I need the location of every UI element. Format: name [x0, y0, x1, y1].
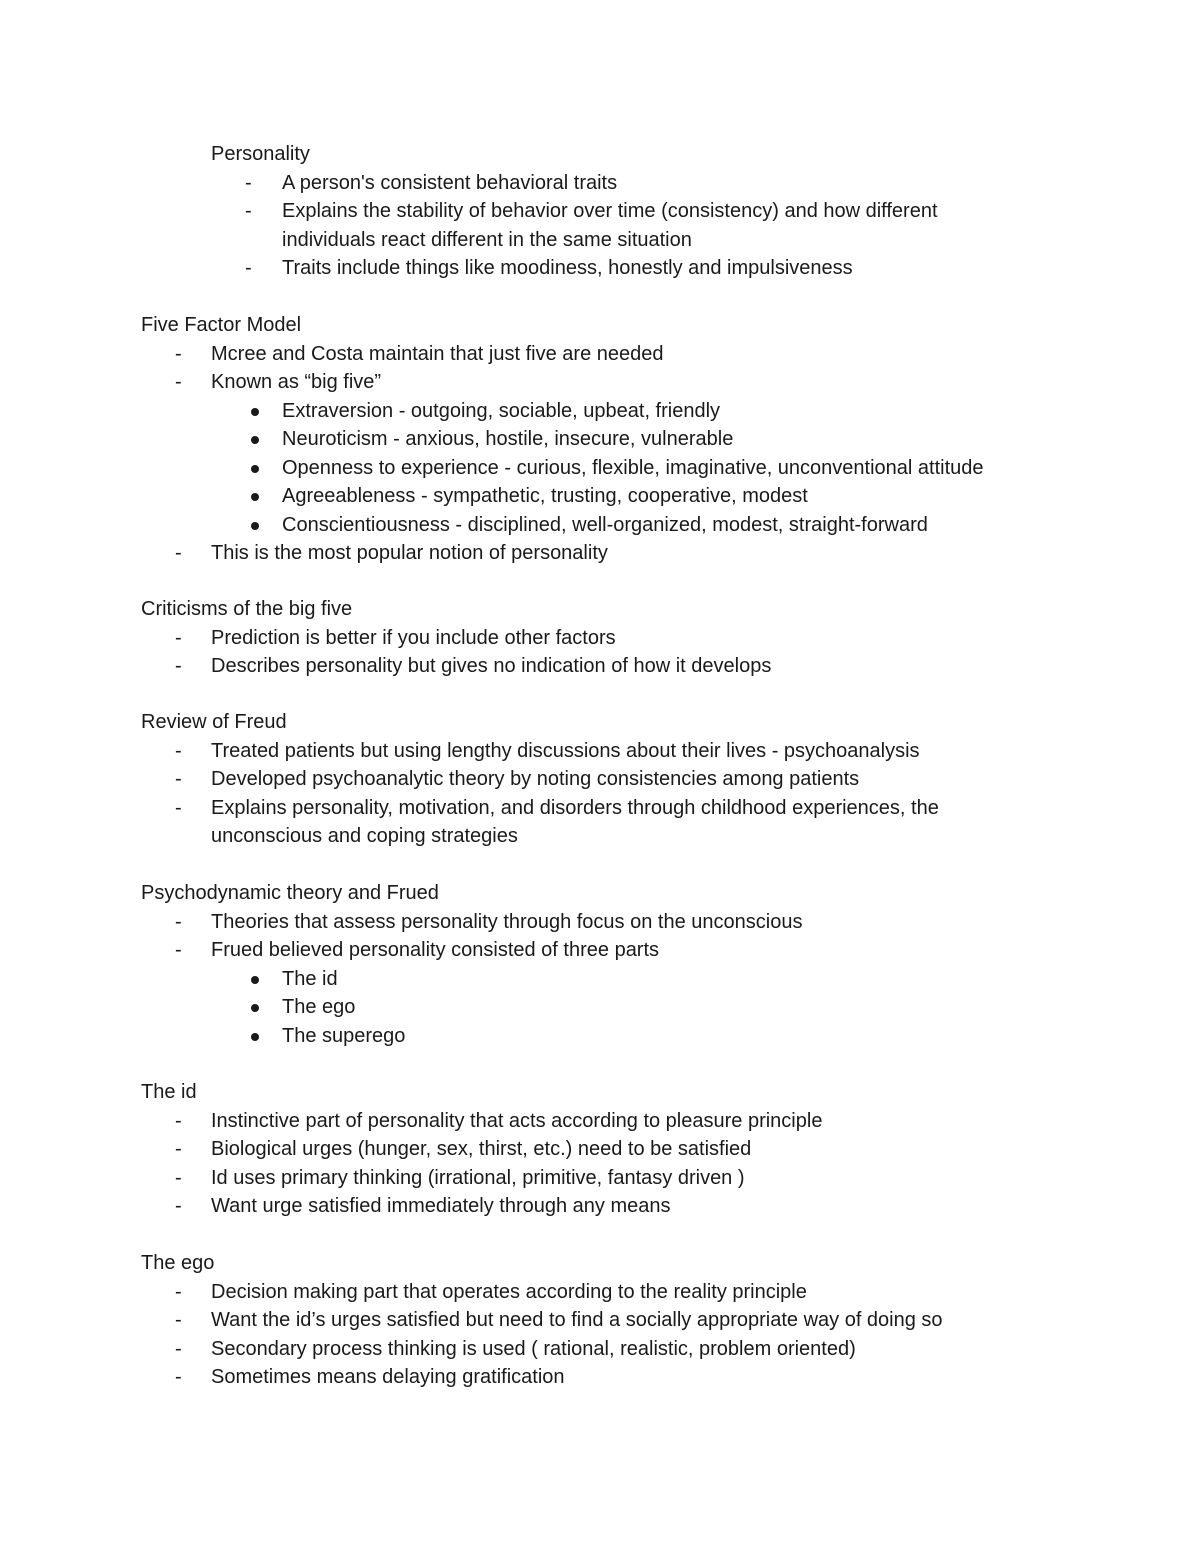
section-heading: The ego — [141, 1252, 215, 1274]
dash-marker: - — [175, 342, 182, 365]
dash-marker: - — [175, 1337, 182, 1360]
dash-marker: - — [245, 200, 252, 222]
bullet-dot — [251, 465, 259, 473]
bullet-item: Openness to experience - curious, flexible, imaginative, unconventional attitude — [282, 456, 984, 479]
dash-marker: - — [175, 1280, 182, 1303]
dash-marker: - — [175, 1309, 182, 1331]
dash-marker: - — [175, 796, 182, 819]
list-item: Frued believed personality consisted of three parts — [211, 939, 660, 961]
dash-marker: - — [175, 939, 182, 961]
list-item: Biological urges (hunger, sex, thirst, etc.) need to be satisfied — [211, 1138, 752, 1160]
list-item: Theories that assess personality through focus on the unconscious — [211, 910, 803, 933]
list-item: Secondary process thinking is used ( rational, realistic, problem oriented) — [211, 1337, 856, 1360]
list-item: unconscious and coping strategies — [211, 825, 518, 847]
bullet-item: Conscientiousness - disciplined, well-organized, modest, straight-forward — [282, 513, 928, 536]
list-item: Prediction is better if you include other factors — [211, 626, 616, 649]
list-item: Known as “big five” — [211, 371, 382, 393]
list-item: Want the id’s urges satisfied but need to find a socially appropriate way of doing so — [211, 1309, 943, 1331]
bullet-dot — [251, 1033, 259, 1041]
list-item: Sometimes means delaying gratification — [211, 1366, 565, 1388]
dash-marker: - — [175, 910, 182, 933]
section-heading: Five Factor Model — [141, 314, 302, 336]
list-item: Decision making part that operates according to the reality principle — [211, 1280, 807, 1303]
dash-marker: - — [245, 171, 252, 194]
list-item: This is the most popular notion of personality — [211, 542, 608, 564]
bullet-dot — [251, 522, 259, 530]
dash-marker: - — [175, 1195, 182, 1217]
bullet-dot — [251, 436, 259, 444]
section-heading: Criticisms of the big five — [141, 598, 353, 620]
list-item: Explains personality, motivation, and disorders through childhood experiences, the — [211, 796, 939, 819]
bullet-dot — [251, 1004, 259, 1012]
list-item: Mcree and Costa maintain that just five are needed — [211, 342, 664, 365]
dash-marker: - — [175, 542, 182, 564]
section-heading: Personality — [211, 143, 310, 165]
dash-marker: - — [175, 1166, 182, 1189]
dash-marker: - — [175, 626, 182, 649]
list-item: Instinctive part of personality that acts according to pleasure principle — [211, 1109, 823, 1132]
list-item: Developed psychoanalytic theory by noting consistencies among patients — [211, 768, 860, 790]
dash-marker: - — [175, 739, 182, 762]
dash-marker: - — [245, 257, 252, 279]
list-item: Id uses primary thinking (irrational, primitive, fantasy driven ) — [211, 1166, 745, 1189]
list-item: Treated patients but using lengthy discussions about their lives - psychoanalysis — [211, 739, 920, 762]
bullet-item: The superego — [282, 1024, 406, 1047]
list-item: Describes personality but gives no indication of how it develops — [211, 655, 772, 677]
dash-marker: - — [175, 1366, 182, 1388]
dash-marker: - — [175, 655, 182, 677]
bullet-dot — [251, 408, 259, 416]
list-item: Explains the stability of behavior over time (consistency) and how different — [282, 200, 938, 222]
list-item: A person's consistent behavioral traits — [282, 171, 618, 194]
bullet-item: Agreeableness - sympathetic, trusting, cooperative, modest — [282, 485, 808, 507]
section-heading: The id — [141, 1081, 197, 1103]
dash-marker: - — [175, 768, 182, 790]
bullet-dot — [251, 976, 259, 984]
list-item: Want urge satisfied immediately through any means — [211, 1195, 671, 1217]
dash-marker: - — [175, 1109, 182, 1132]
bullet-item: The id — [282, 967, 338, 990]
dash-marker: - — [175, 1138, 182, 1160]
section-heading: Psychodynamic theory and Frued — [141, 882, 439, 904]
list-item: Traits include things like moodiness, honestly and impulsiveness — [282, 257, 853, 279]
bullet-item: Extraversion - outgoing, sociable, upbeat, friendly — [282, 399, 721, 422]
bullet-item: The ego — [282, 996, 356, 1018]
bullet-dot — [251, 493, 259, 501]
dash-marker: - — [175, 371, 182, 393]
list-item: individuals react different in the same situation — [282, 228, 692, 251]
bullet-item: Neuroticism - anxious, hostile, insecure, vulnerable — [282, 428, 734, 450]
section-heading: Review of Freud — [141, 711, 287, 733]
